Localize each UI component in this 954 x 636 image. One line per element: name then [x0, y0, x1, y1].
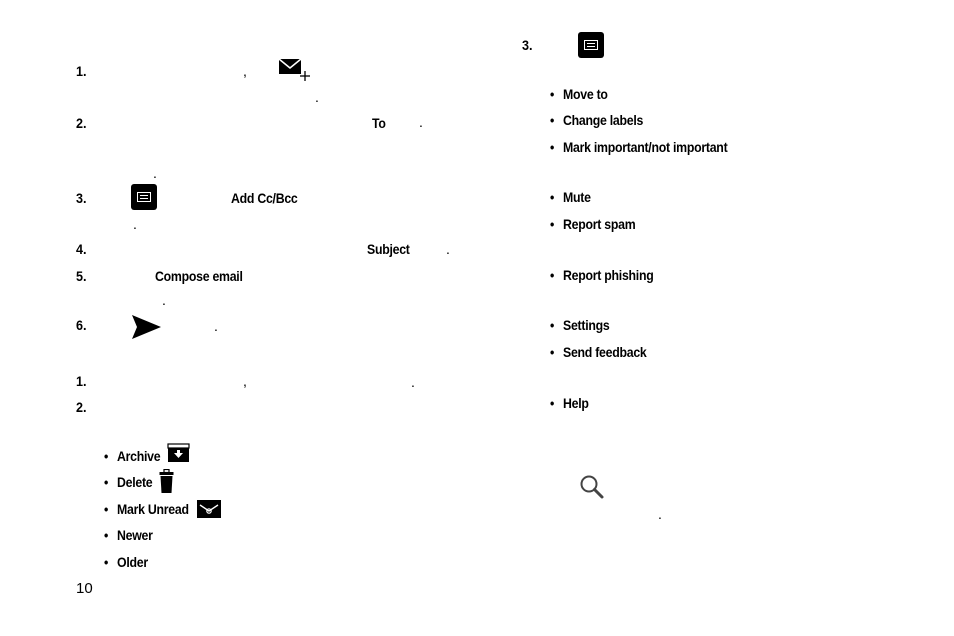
step-number: 1.	[76, 63, 87, 79]
option-help: Help	[563, 395, 589, 411]
option-mark-unread: Mark Unread	[117, 501, 189, 517]
keyword-add-cc-bcc: Add Cc/Bcc	[231, 190, 298, 206]
option-send-feedback: Send feedback	[563, 344, 647, 360]
compose-mail-icon	[278, 57, 312, 88]
step-number: 2.	[76, 115, 87, 131]
send-icon	[131, 314, 163, 345]
step-number: 4.	[76, 241, 87, 257]
period: .	[411, 374, 415, 390]
period: .	[419, 114, 423, 130]
bullet: •	[550, 395, 555, 411]
search-icon	[579, 474, 605, 505]
period: .	[153, 165, 157, 181]
option-change-labels: Change labels	[563, 112, 644, 128]
comma: ,	[243, 63, 247, 79]
step-number: 3.	[76, 190, 87, 206]
period: .	[658, 506, 662, 522]
keyword-subject: Subject	[367, 241, 410, 257]
bullet: •	[550, 189, 555, 205]
bullet: •	[104, 448, 109, 464]
bullet: •	[550, 112, 555, 128]
archive-icon	[167, 443, 190, 468]
option-archive: Archive	[117, 448, 161, 464]
bullet: •	[104, 554, 109, 570]
mark-unread-icon	[197, 500, 221, 523]
period: .	[162, 292, 166, 308]
option-mark-important: Mark important/not important	[563, 139, 728, 155]
keyword-compose-email: Compose email	[155, 268, 243, 284]
menu-icon	[578, 32, 604, 58]
option-mute: Mute	[563, 189, 591, 205]
period: .	[446, 241, 450, 257]
keyword-to: To	[372, 115, 386, 131]
bullet: •	[104, 474, 109, 490]
step-number: 6.	[76, 317, 87, 333]
step-number: 5.	[76, 268, 87, 284]
period: .	[214, 318, 218, 334]
period: .	[315, 89, 319, 105]
period: .	[133, 216, 137, 232]
option-report-spam: Report spam	[563, 216, 636, 232]
option-delete: Delete	[117, 474, 153, 490]
bullet: •	[104, 527, 109, 543]
comma: ,	[243, 373, 247, 389]
bullet: •	[550, 267, 555, 283]
bullet: •	[550, 86, 555, 102]
step-number: 3.	[522, 37, 533, 53]
option-settings: Settings	[563, 317, 610, 333]
bullet: •	[104, 501, 109, 517]
step-number: 1.	[76, 373, 87, 389]
bullet: •	[550, 317, 555, 333]
option-move-to: Move to	[563, 86, 608, 102]
bullet: •	[550, 139, 555, 155]
step-number: 2.	[76, 399, 87, 415]
option-older: Older	[117, 554, 148, 570]
option-report-phishing: Report phishing	[563, 267, 654, 283]
option-newer: Newer	[117, 527, 153, 543]
menu-icon	[131, 184, 157, 210]
bullet: •	[550, 344, 555, 360]
page-number: 10	[76, 580, 93, 597]
trash-icon	[159, 469, 174, 499]
bullet: •	[550, 216, 555, 232]
